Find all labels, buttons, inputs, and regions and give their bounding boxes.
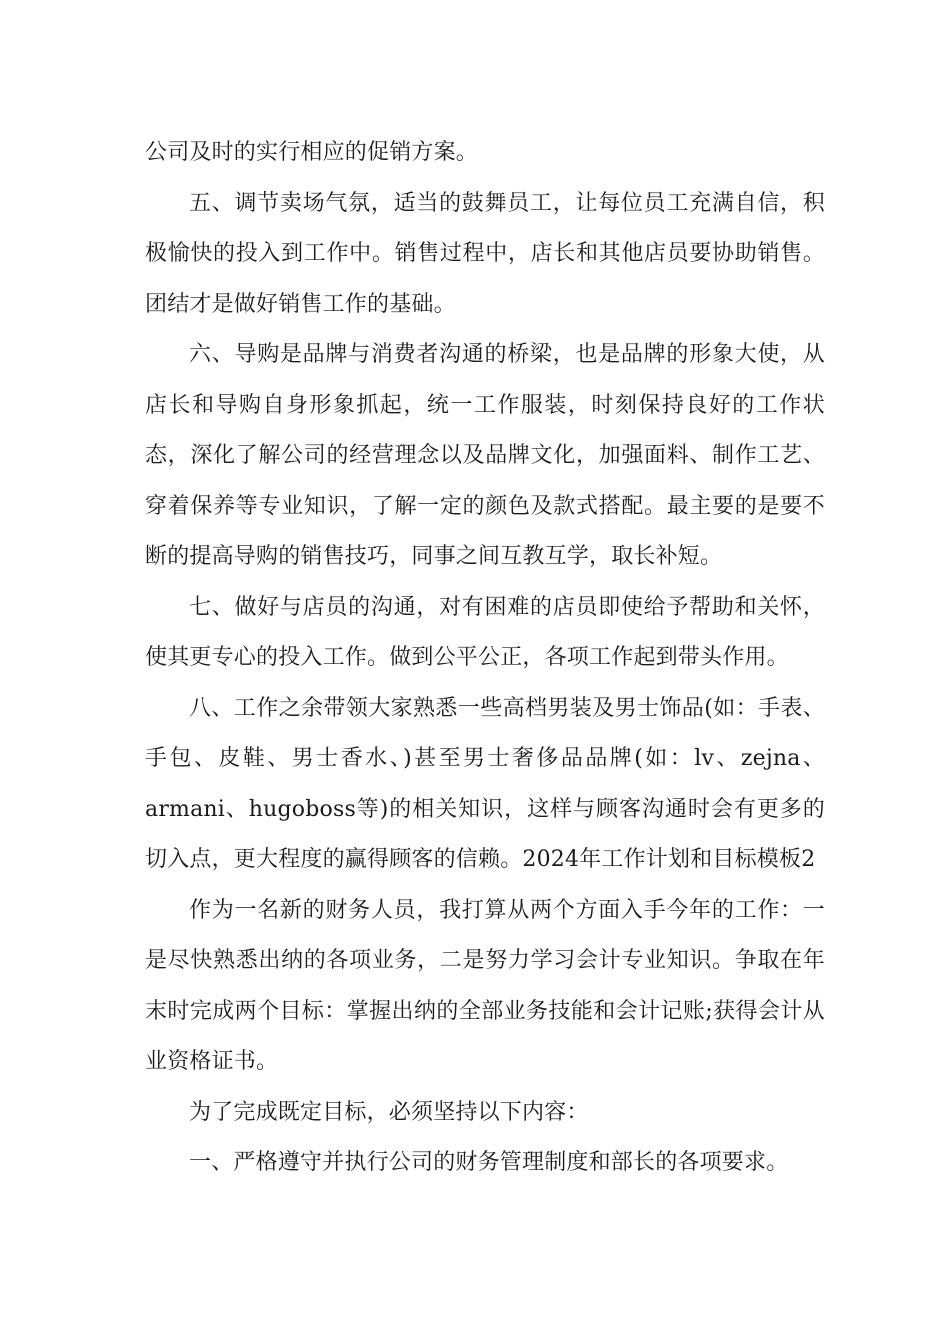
paragraph-item-7: 七、做好与店员的沟通，对有困难的店员即使给予帮助和关怀，使其更专心的投入工作。做到公平公正，各项工作起到带头作用。 [145,594,825,670]
paragraph-item-1: 一、严格遵守并执行公司的财务管理制度和部长的各项要求。 [189,1150,789,1175]
paragraph-continuation: 公司及时的实行相应的促销方案。 [145,140,479,165]
paragraph-goal-lead: 为了完成既定目标，必须坚持以下内容： [189,1099,589,1125]
paragraph-item-5: 五、调节卖场气氛，适当的鼓舞员工，让每位员工充满自信，积极愉快的投入到工作中。销售过程中，店长和其他店员要协助销售。团结才是做好销售工作的基础。 [145,190,825,317]
paragraph-item-8: 八、工作之余带领大家熟悉一些高档男装及男士饰品(如：手表、手包、皮鞋、男士香水、)甚至男士奢侈品品牌(如：lv、zejna、armani、hugoboss等)的相关知识，这样与顾客沟通时会有更多的切入点，更大程度的赢得顾客的信赖。2024年工作计划和目标模板2 [145,695,825,872]
document-body [145,128,825,1189]
paragraph-item-6: 六、导购是品牌与消费者沟通的桥梁，也是品牌的形象大使，从店长和导购自身形象抓起，统一工作服装，时刻保持良好的工作状态，深化了解公司的经营理念以及品牌文化，加强面料、制作工艺、穿着保养等专业知识，了解一定的颜色及款式搭配。最主要的是要不断的提高导购的销售技巧，同事之间互教互学，取长补短。 [145,342,825,569]
paragraph-finance-intro: 作为一名新的财务人员，我打算从两个方面入手今年的工作：一是尽快熟悉出纳的各项业务，二是努力学习会计专业知识。争取在年末时完成两个目标：掌握出纳的全部业务技能和会计记账;获得会计从业资格证书。 [145,897,825,1074]
